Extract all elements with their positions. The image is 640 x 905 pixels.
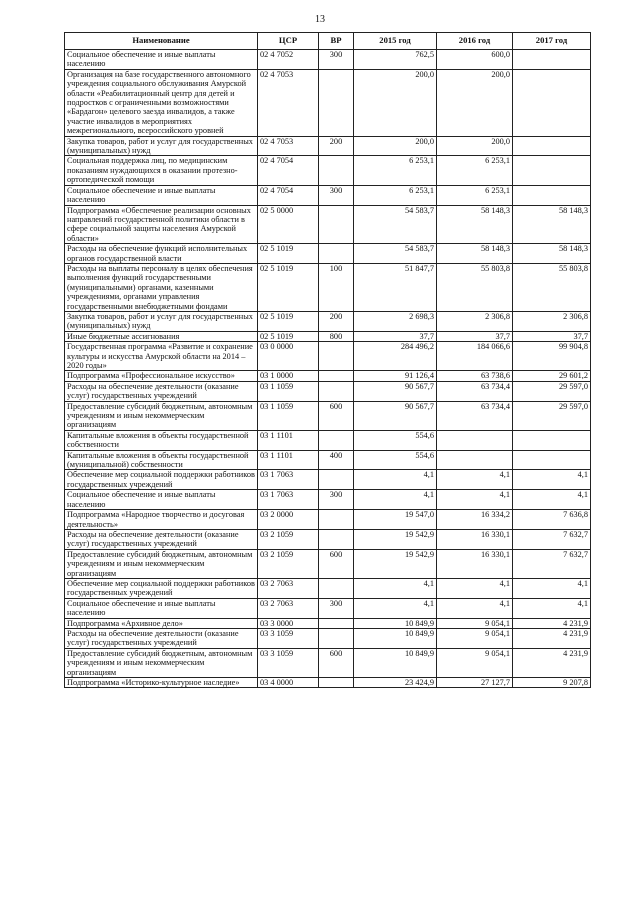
- row-name: Подпрограмма «Архивное дело»: [65, 618, 258, 628]
- row-code: 02 5 1019: [258, 263, 319, 311]
- row-value-2015: 6 253,1: [354, 156, 437, 185]
- row-code: 03 1 7063: [258, 490, 319, 510]
- row-value-2015: 2 698,3: [354, 311, 437, 331]
- table-row: [65, 185, 591, 205]
- row-vr: 800: [319, 331, 354, 341]
- row-name: Капитальные вложения в объекты государственной (муниципальной) собственности: [65, 450, 258, 470]
- row-code: 03 2 1059: [258, 549, 319, 578]
- row-name: Подпрограмма «Народное творчество и досуговая деятельность»: [65, 510, 258, 530]
- row-value-2017: 9 207,8: [513, 678, 591, 688]
- header-2016: 2016 год: [437, 33, 513, 50]
- row-value-2017: 29 597,0: [513, 401, 591, 430]
- row-value-2016: 9 054,1: [437, 648, 513, 677]
- row-code: 03 2 7063: [258, 578, 319, 598]
- row-code: 02 4 7053: [258, 69, 319, 136]
- row-value-2016: 4,1: [437, 598, 513, 618]
- row-code: 02 4 7052: [258, 50, 319, 70]
- row-value-2015: 10 849,9: [354, 628, 437, 648]
- row-value-2016: 58 148,3: [437, 244, 513, 264]
- row-name: Подпрограмма «Профессиональное искусство»: [65, 371, 258, 381]
- row-vr: 400: [319, 450, 354, 470]
- row-code: 02 4 7054: [258, 156, 319, 185]
- table-row: [65, 628, 591, 648]
- row-code: 03 1 7063: [258, 470, 319, 490]
- row-vr: [319, 244, 354, 264]
- row-value-2016: 4,1: [437, 470, 513, 490]
- row-value-2015: 200,0: [354, 69, 437, 136]
- table-row: [65, 342, 591, 371]
- row-name: Закупка товаров, работ и услуг для государственных (муниципальных) нужд: [65, 136, 258, 156]
- row-vr: 300: [319, 598, 354, 618]
- row-value-2016: 200,0: [437, 136, 513, 156]
- table-row: [65, 470, 591, 490]
- table-row: [65, 69, 591, 136]
- row-vr: 100: [319, 263, 354, 311]
- row-value-2015: 54 583,7: [354, 205, 437, 244]
- row-value-2015: 90 567,7: [354, 381, 437, 401]
- row-name: Расходы на обеспечение деятельности (оказание услуг) государственных учреждений: [65, 381, 258, 401]
- row-vr: [319, 628, 354, 648]
- row-value-2015: 37,7: [354, 331, 437, 341]
- row-value-2016: 184 066,6: [437, 342, 513, 371]
- header-name: Наименование: [65, 33, 258, 50]
- row-value-2016: 4,1: [437, 578, 513, 598]
- row-name: Подпрограмма «Обеспечение реализации основных направлений государственной политики области в сфере социальной защиты населения Амурской области»: [65, 205, 258, 244]
- row-value-2017: 4 231,9: [513, 628, 591, 648]
- row-name: Расходы на обеспечение деятельности (оказание услуг) государственных учреждений: [65, 628, 258, 648]
- row-vr: [319, 430, 354, 450]
- row-vr: 300: [319, 50, 354, 70]
- row-vr: [319, 510, 354, 530]
- row-name: Организация на базе государственного автономного учреждения социального обслуживания Амурской области «Реабилитационный центр для детей и подростков с ограниченными возможностями «Бардагон» целевого заезда инвалидов, а также участие инвалидов в мероприятиях межрегионального, всероссийского уровней: [65, 69, 258, 136]
- row-value-2016: 63 734,4: [437, 381, 513, 401]
- row-code: 03 3 1059: [258, 648, 319, 677]
- table-header-row: [65, 33, 591, 50]
- row-vr: 200: [319, 136, 354, 156]
- row-name: Иные бюджетные ассигнования: [65, 331, 258, 341]
- row-value-2015: 4,1: [354, 578, 437, 598]
- row-value-2016: 4,1: [437, 490, 513, 510]
- table-row: [65, 244, 591, 264]
- row-value-2015: 10 849,9: [354, 618, 437, 628]
- row-value-2016: 27 127,7: [437, 678, 513, 688]
- row-value-2017: [513, 156, 591, 185]
- budget-table: [64, 32, 591, 688]
- row-code: 02 5 0000: [258, 205, 319, 244]
- row-value-2015: 10 849,9: [354, 648, 437, 677]
- row-value-2015: 23 424,9: [354, 678, 437, 688]
- table-row: [65, 578, 591, 598]
- row-value-2017: 7 632,7: [513, 529, 591, 549]
- row-value-2016: 37,7: [437, 331, 513, 341]
- row-name: Обеспечение мер социальной поддержки работников государственных учреждений: [65, 578, 258, 598]
- row-value-2017: 7 632,7: [513, 549, 591, 578]
- row-name: Капитальные вложения в объекты государственной собственности: [65, 430, 258, 450]
- row-name: Расходы на выплаты персоналу в целях обеспечения выполнения функций государственными (муниципальными) органами, казенными учреждениями, органами управления государственными внебюджетными фондами: [65, 263, 258, 311]
- row-vr: [319, 470, 354, 490]
- row-value-2016: 9 054,1: [437, 628, 513, 648]
- row-code: 03 1 1059: [258, 401, 319, 430]
- row-name: Предоставление субсидий бюджетным, автономным учреждениям и иным некоммерческим организациям: [65, 401, 258, 430]
- table-row: [65, 136, 591, 156]
- row-code: 03 1 1059: [258, 381, 319, 401]
- row-vr: 600: [319, 549, 354, 578]
- row-vr: [319, 578, 354, 598]
- row-value-2017: 4,1: [513, 490, 591, 510]
- row-code: 03 2 1059: [258, 529, 319, 549]
- row-code: 03 1 1101: [258, 450, 319, 470]
- row-code: 02 4 7053: [258, 136, 319, 156]
- table-row: [65, 381, 591, 401]
- row-value-2015: 90 567,7: [354, 401, 437, 430]
- row-name: Обеспечение мер социальной поддержки работников государственных учреждений: [65, 470, 258, 490]
- row-vr: [319, 205, 354, 244]
- row-value-2015: 91 126,4: [354, 371, 437, 381]
- header-code: ЦСР: [258, 33, 319, 50]
- row-code: 03 4 0000: [258, 678, 319, 688]
- table-row: [65, 311, 591, 331]
- row-value-2017: [513, 430, 591, 450]
- row-value-2015: 4,1: [354, 490, 437, 510]
- row-name: Расходы на обеспечение деятельности (оказание услуг) государственных учреждений: [65, 529, 258, 549]
- row-value-2015: 554,6: [354, 430, 437, 450]
- row-name: Государственная программа «Развитие и сохранение культуры и искусства Амурской области на 2014 – 2020 годы»: [65, 342, 258, 371]
- row-value-2015: 54 583,7: [354, 244, 437, 264]
- row-vr: [319, 69, 354, 136]
- row-value-2016: 6 253,1: [437, 156, 513, 185]
- row-value-2017: 29 601,2: [513, 371, 591, 381]
- row-code: 02 5 1019: [258, 244, 319, 264]
- row-name: Подпрограмма «Историко-культурное наследие»: [65, 678, 258, 688]
- table-row: [65, 529, 591, 549]
- row-code: 03 3 0000: [258, 618, 319, 628]
- row-value-2017: 37,7: [513, 331, 591, 341]
- table-row: [65, 401, 591, 430]
- table-row: [65, 156, 591, 185]
- row-value-2016: 6 253,1: [437, 185, 513, 205]
- row-value-2017: 4,1: [513, 470, 591, 490]
- row-vr: 300: [319, 490, 354, 510]
- row-name: Предоставление субсидий бюджетным, автономным учреждениям и иным некоммерческим организациям: [65, 549, 258, 578]
- row-code: 03 3 1059: [258, 628, 319, 648]
- table-row: [65, 618, 591, 628]
- table-row: [65, 598, 591, 618]
- row-value-2015: 762,5: [354, 50, 437, 70]
- table-row: [65, 331, 591, 341]
- row-name: Предоставление субсидий бюджетным, автономным учреждениям и иным некоммерческим организациям: [65, 648, 258, 677]
- row-value-2015: 19 542,9: [354, 529, 437, 549]
- row-value-2017: [513, 185, 591, 205]
- row-value-2015: 19 547,0: [354, 510, 437, 530]
- row-value-2017: 58 148,3: [513, 205, 591, 244]
- row-value-2017: 29 597,0: [513, 381, 591, 401]
- table-row: [65, 549, 591, 578]
- header-2017: 2017 год: [513, 33, 591, 50]
- row-vr: [319, 678, 354, 688]
- row-vr: [319, 371, 354, 381]
- row-value-2016: 2 306,8: [437, 311, 513, 331]
- row-code: 03 2 0000: [258, 510, 319, 530]
- row-name: Социальное обеспечение и иные выплаты населению: [65, 50, 258, 70]
- row-vr: 300: [319, 185, 354, 205]
- row-value-2017: 7 636,8: [513, 510, 591, 530]
- header-2015: 2015 год: [354, 33, 437, 50]
- row-vr: [319, 381, 354, 401]
- row-value-2017: 55 803,8: [513, 263, 591, 311]
- row-value-2017: 99 904,8: [513, 342, 591, 371]
- row-value-2016: 16 330,1: [437, 529, 513, 549]
- row-name: Социальная поддержка лиц, по медицинским показаниям нуждающихся в оказании протезно-ортопедической помощи: [65, 156, 258, 185]
- row-value-2016: 58 148,3: [437, 205, 513, 244]
- row-value-2017: [513, 450, 591, 470]
- row-value-2017: 4 231,9: [513, 648, 591, 677]
- table-row: [65, 678, 591, 688]
- row-vr: 600: [319, 648, 354, 677]
- row-vr: 600: [319, 401, 354, 430]
- row-value-2016: 63 734,4: [437, 401, 513, 430]
- table-row: [65, 263, 591, 311]
- row-value-2017: 4,1: [513, 578, 591, 598]
- row-value-2016: 600,0: [437, 50, 513, 70]
- row-value-2015: 284 496,2: [354, 342, 437, 371]
- row-vr: 200: [319, 311, 354, 331]
- row-value-2017: [513, 69, 591, 136]
- row-value-2017: 4 231,9: [513, 618, 591, 628]
- table-row: [65, 430, 591, 450]
- row-code: 03 0 0000: [258, 342, 319, 371]
- table-row: [65, 50, 591, 70]
- table-row: [65, 490, 591, 510]
- table-row: [65, 205, 591, 244]
- row-name: Социальное обеспечение и иные выплаты населению: [65, 185, 258, 205]
- row-value-2017: 2 306,8: [513, 311, 591, 331]
- table-row: [65, 648, 591, 677]
- row-value-2015: 4,1: [354, 598, 437, 618]
- header-vr: ВР: [319, 33, 354, 50]
- row-value-2015: 6 253,1: [354, 185, 437, 205]
- table-body: [65, 50, 591, 688]
- row-code: 03 1 1101: [258, 430, 319, 450]
- row-value-2016: 16 334,2: [437, 510, 513, 530]
- row-value-2016: [437, 430, 513, 450]
- row-value-2017: [513, 50, 591, 70]
- row-code: 03 2 7063: [258, 598, 319, 618]
- row-value-2015: 200,0: [354, 136, 437, 156]
- row-value-2017: 4,1: [513, 598, 591, 618]
- table-row: [65, 510, 591, 530]
- row-value-2017: 58 148,3: [513, 244, 591, 264]
- row-value-2016: 200,0: [437, 69, 513, 136]
- row-code: 02 5 1019: [258, 331, 319, 341]
- row-name: Закупка товаров, работ и услуг для государственных (муниципальных) нужд: [65, 311, 258, 331]
- row-code: 03 1 0000: [258, 371, 319, 381]
- row-name: Социальное обеспечение и иные выплаты населению: [65, 598, 258, 618]
- page-number: 13: [315, 14, 325, 25]
- row-vr: [319, 342, 354, 371]
- row-code: 02 5 1019: [258, 311, 319, 331]
- row-value-2016: 63 738,6: [437, 371, 513, 381]
- row-value-2016: 16 330,1: [437, 549, 513, 578]
- row-value-2015: 4,1: [354, 470, 437, 490]
- row-value-2015: 51 847,7: [354, 263, 437, 311]
- table-row: [65, 371, 591, 381]
- row-vr: [319, 618, 354, 628]
- row-value-2016: 55 803,8: [437, 263, 513, 311]
- row-name: Социальное обеспечение и иные выплаты населению: [65, 490, 258, 510]
- row-value-2016: 9 054,1: [437, 618, 513, 628]
- row-value-2015: 554,6: [354, 450, 437, 470]
- table-row: [65, 450, 591, 470]
- row-value-2017: [513, 136, 591, 156]
- row-code: 02 4 7054: [258, 185, 319, 205]
- row-vr: [319, 529, 354, 549]
- row-name: Расходы на обеспечение функций исполнительных органов государственной власти: [65, 244, 258, 264]
- row-value-2016: [437, 450, 513, 470]
- row-vr: [319, 156, 354, 185]
- row-value-2015: 19 542,9: [354, 549, 437, 578]
